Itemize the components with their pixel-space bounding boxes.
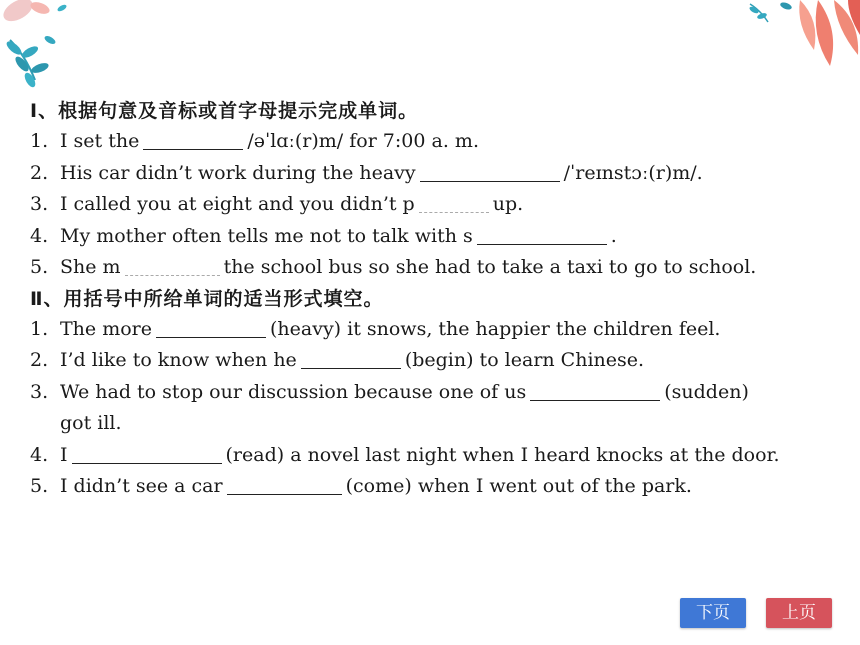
question-text: (come) when I went out of the park. xyxy=(345,475,692,497)
question-text: (read) a novel last night when I heard knocks at the door. xyxy=(225,443,780,466)
question-number: 5. xyxy=(30,475,49,497)
question-row xyxy=(30,158,830,190)
question-number: 1. xyxy=(30,317,49,340)
question-text: I’d like to know when he xyxy=(60,349,297,371)
question-row xyxy=(30,221,830,253)
answer-blank[interactable] xyxy=(72,443,222,464)
question-text: She m xyxy=(60,256,121,278)
question-number: 4. xyxy=(30,224,49,247)
question-text: (sudden) xyxy=(664,380,749,403)
next-page-button[interactable]: 下页 xyxy=(680,598,746,628)
question-text: I didn’t see a car xyxy=(60,475,223,497)
question-number: 1. xyxy=(30,130,49,152)
exercise-content xyxy=(30,96,830,503)
answer-blank[interactable] xyxy=(419,192,489,213)
answer-blank[interactable] xyxy=(143,129,243,150)
answer-blank[interactable] xyxy=(156,317,266,338)
answer-blank[interactable] xyxy=(420,161,560,182)
question-row xyxy=(30,471,830,503)
question-row xyxy=(30,345,830,377)
question-text: . xyxy=(610,224,617,247)
question-row xyxy=(30,126,830,158)
question-row xyxy=(30,314,830,346)
question-number: 3. xyxy=(30,380,49,403)
question-text: (heavy) it snows, the happier the children feel. xyxy=(269,317,721,340)
question-number: 4. xyxy=(30,443,49,466)
question-number: 2. xyxy=(30,161,49,184)
question-text: I xyxy=(60,443,68,466)
question-text: I set the xyxy=(60,130,140,152)
question-number: 5. xyxy=(30,256,49,278)
question-text: We had to stop our discussion because one of us xyxy=(60,380,527,403)
answer-blank[interactable] xyxy=(125,255,220,276)
leaf-decoration-icon xyxy=(0,0,90,95)
question-text: /ˈreɪnstɔː(r)m/. xyxy=(563,161,703,184)
question-text: up. xyxy=(492,193,524,215)
question-text: (begin) to learn Chinese. xyxy=(404,349,645,371)
question-text: My mother often tells me not to talk with s xyxy=(60,224,473,247)
question-row xyxy=(30,440,830,472)
question-text: got ill. xyxy=(60,412,122,434)
previous-page-button[interactable]: 上页 xyxy=(766,598,832,628)
section-2-title: Ⅱ、用括号中所给单词的适当形式填空。 xyxy=(30,287,384,310)
answer-blank[interactable] xyxy=(530,380,660,401)
leaf-decoration-icon xyxy=(730,0,860,70)
answer-blank[interactable] xyxy=(301,348,401,369)
question-text: the school bus so she had to take a taxi to go to school. xyxy=(223,256,757,278)
question-text: His car didn’t work during the heavy xyxy=(60,161,416,184)
question-text: I called you at eight and you didn’t p xyxy=(60,193,415,215)
question-text: The more xyxy=(60,317,152,340)
question-number: 2. xyxy=(30,349,49,371)
question-text: /əˈlɑː(r)m/ for 7:00 a. m. xyxy=(247,130,479,152)
question-row xyxy=(30,377,830,409)
answer-blank[interactable] xyxy=(477,224,607,245)
answer-blank[interactable] xyxy=(227,474,342,495)
question-row-continued xyxy=(30,408,830,440)
question-number: 3. xyxy=(30,193,49,215)
section-1-title: Ⅰ、根据句意及音标或首字母提示完成单词。 xyxy=(30,100,419,122)
question-row xyxy=(30,189,830,221)
question-row xyxy=(30,252,830,284)
